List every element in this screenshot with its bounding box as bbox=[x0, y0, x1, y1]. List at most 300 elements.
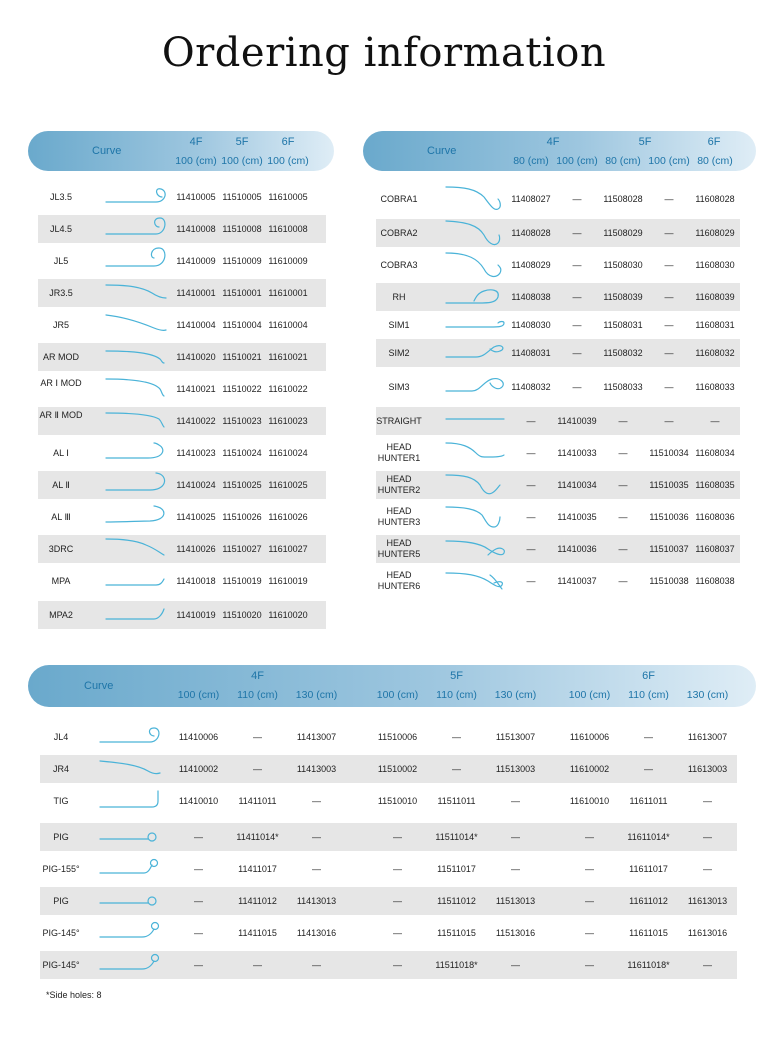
catheter-curve-icon bbox=[444, 311, 508, 339]
order-code-cell: — bbox=[644, 764, 653, 774]
order-code-cell: 11613007 bbox=[687, 732, 728, 742]
order-code-cell: 11610022 bbox=[268, 384, 308, 394]
order-code-cell: — bbox=[511, 796, 520, 806]
order-code-cell: 11410020 bbox=[176, 352, 216, 362]
order-code-cell: 11511017 bbox=[437, 864, 476, 874]
table-header bbox=[28, 131, 334, 171]
order-code-cell: 11408028 bbox=[511, 228, 551, 238]
order-code-cell: 11611012 bbox=[629, 896, 668, 906]
catheter-curve-icon bbox=[104, 601, 168, 629]
table-row bbox=[38, 601, 326, 629]
order-code-cell: 11410008 bbox=[176, 224, 216, 234]
order-code-cell: — bbox=[703, 832, 712, 842]
order-code-cell: 11510025 bbox=[222, 480, 262, 490]
curve-name: HEAD HUNTER2 bbox=[377, 474, 421, 495]
curve-name: COBRA1 bbox=[380, 193, 418, 204]
curve-name: HEAD HUNTER6 bbox=[377, 570, 421, 591]
catheter-curve-icon bbox=[444, 407, 508, 435]
order-code-cell: — bbox=[312, 796, 321, 806]
order-code-cell: 11508029 bbox=[603, 228, 643, 238]
order-code-cell: 11410025 bbox=[176, 512, 216, 522]
table-row bbox=[38, 247, 326, 275]
table-row bbox=[376, 251, 740, 279]
curve-name: PIG-155° bbox=[42, 863, 80, 874]
order-code-cell: 11610009 bbox=[268, 256, 308, 266]
catheter-curve-icon bbox=[98, 951, 162, 979]
order-code-cell: — bbox=[393, 832, 402, 842]
order-code-cell: 11608038 bbox=[695, 576, 735, 586]
table-header bbox=[363, 131, 756, 171]
curve-name: SIM3 bbox=[388, 381, 410, 392]
curve-name: MPA bbox=[51, 575, 71, 586]
table-row bbox=[38, 183, 326, 211]
curve-name: PIG-145° bbox=[42, 927, 80, 938]
catheter-curve-icon bbox=[104, 567, 168, 595]
order-code-cell: 11410037 bbox=[557, 576, 597, 586]
table-row bbox=[38, 535, 326, 563]
curve-name: AR Ⅰ MOD bbox=[40, 378, 82, 388]
catheter-curve-icon bbox=[444, 503, 508, 531]
order-code-cell: 11410039 bbox=[557, 416, 597, 426]
catheter-curve-icon bbox=[104, 535, 168, 563]
curve-name: STRAIGHT bbox=[376, 415, 422, 426]
order-code-cell: 11410019 bbox=[176, 610, 216, 620]
order-code-cell: 11508028 bbox=[603, 194, 643, 204]
curve-name: PIG-145° bbox=[42, 959, 80, 970]
catheter-curve-icon bbox=[104, 375, 168, 403]
order-code-cell: 11608036 bbox=[695, 512, 735, 522]
order-code-cell: 11510009 bbox=[222, 256, 262, 266]
catheter-curve-icon bbox=[104, 503, 168, 531]
order-code-cell: 11410033 bbox=[557, 448, 597, 458]
order-code-cell: 11508032 bbox=[603, 348, 643, 358]
curve-name: JL4 bbox=[53, 731, 69, 742]
table-row bbox=[376, 283, 740, 311]
catheter-curve-icon bbox=[444, 219, 508, 247]
order-code-cell: — bbox=[664, 382, 674, 392]
catheter-curve-icon bbox=[104, 439, 168, 467]
order-code-cell: 11411015 bbox=[238, 928, 277, 938]
order-code-cell: — bbox=[585, 928, 594, 938]
table-row bbox=[40, 855, 737, 883]
order-code-cell: 11510037 bbox=[649, 544, 689, 554]
curve-name: HEAD HUNTER5 bbox=[377, 538, 421, 559]
order-code-cell: — bbox=[618, 576, 628, 586]
catheter-curve-icon bbox=[444, 251, 508, 279]
order-code-cell: — bbox=[664, 320, 674, 330]
length-header: 100 (cm) bbox=[177, 689, 220, 701]
catheter-curve-icon bbox=[104, 215, 168, 243]
group-header-6f: 6F bbox=[281, 136, 295, 148]
order-code-cell: 11511012 bbox=[437, 896, 476, 906]
order-code-cell: 11411014* bbox=[236, 832, 279, 842]
order-code-cell: — bbox=[526, 512, 536, 522]
order-code-cell: 11610006 bbox=[569, 732, 610, 742]
order-code-cell: — bbox=[511, 864, 520, 874]
table-curves-80-100cm bbox=[363, 131, 756, 601]
order-code-cell: — bbox=[618, 416, 628, 426]
table-row bbox=[38, 439, 326, 467]
order-code-cell: 11610020 bbox=[268, 610, 308, 620]
order-code-cell: — bbox=[312, 864, 321, 874]
order-code-cell: 11610023 bbox=[268, 416, 308, 426]
order-code-cell: 11510022 bbox=[222, 384, 262, 394]
catheter-curve-icon bbox=[98, 855, 162, 883]
catheter-curve-icon bbox=[104, 183, 168, 211]
length-header: 100 (cm) bbox=[221, 155, 263, 167]
order-code-cell: 11610008 bbox=[268, 224, 308, 234]
catheter-curve-icon bbox=[104, 247, 168, 275]
curve-name: AR Ⅱ MOD bbox=[39, 410, 83, 420]
order-code-cell: — bbox=[393, 864, 402, 874]
order-code-cell: 11613013 bbox=[687, 896, 728, 906]
table-row bbox=[376, 185, 740, 213]
table-row bbox=[38, 567, 326, 595]
curve-header: Curve bbox=[84, 680, 114, 692]
catheter-curve-icon bbox=[444, 185, 508, 213]
catheter-curve-icon bbox=[104, 407, 168, 435]
curve-header: Curve bbox=[427, 145, 457, 157]
length-header: 80 (cm) bbox=[697, 155, 733, 167]
order-code-cell: 11513016 bbox=[495, 928, 536, 938]
order-code-cell: 11611017 bbox=[629, 864, 668, 874]
order-code-cell: 11410009 bbox=[176, 256, 216, 266]
order-code-cell: 11508030 bbox=[603, 260, 643, 270]
order-code-cell: — bbox=[644, 732, 653, 742]
order-code-cell: — bbox=[572, 228, 582, 238]
curve-name: COBRA3 bbox=[380, 259, 418, 270]
length-header: 100 (cm) bbox=[648, 155, 690, 167]
order-code-cell: 11510005 bbox=[222, 192, 262, 202]
table-row bbox=[376, 535, 740, 563]
order-code-cell: 11510010 bbox=[377, 796, 418, 806]
order-code-cell: — bbox=[710, 416, 720, 426]
order-code-cell: 11410018 bbox=[176, 576, 216, 586]
order-code-cell: — bbox=[664, 194, 674, 204]
order-code-cell: — bbox=[526, 416, 536, 426]
order-code-cell: 11410036 bbox=[557, 544, 597, 554]
order-code-cell: 11508031 bbox=[603, 320, 643, 330]
order-code-cell: 11411011 bbox=[238, 796, 277, 806]
table-row bbox=[376, 439, 740, 467]
order-code-cell: 11408029 bbox=[511, 260, 551, 270]
order-code-cell: 11511014* bbox=[435, 832, 478, 842]
order-code-cell: — bbox=[511, 960, 520, 970]
order-code-cell: 11513003 bbox=[495, 764, 536, 774]
curve-name: HEAD HUNTER3 bbox=[377, 506, 421, 527]
catheter-curve-icon bbox=[98, 823, 162, 851]
catheter-curve-icon bbox=[444, 283, 508, 311]
length-header: 110 (cm) bbox=[237, 689, 278, 701]
curve-name: AR MOD bbox=[43, 351, 79, 362]
order-code-cell: 11513013 bbox=[495, 896, 536, 906]
curve-name: AL Ⅰ bbox=[53, 447, 69, 458]
length-header: 110 (cm) bbox=[436, 689, 477, 701]
catheter-curve-icon bbox=[104, 343, 168, 371]
order-code-cell: 11410024 bbox=[176, 480, 216, 490]
curve-header: Curve bbox=[92, 145, 122, 157]
length-header: 100 (cm) bbox=[267, 155, 309, 167]
curve-name: HEAD HUNTER1 bbox=[377, 442, 421, 463]
table-row bbox=[38, 343, 326, 371]
order-code-cell: 11510034 bbox=[649, 448, 689, 458]
order-code-cell: 11610005 bbox=[268, 192, 308, 202]
table-row bbox=[40, 887, 737, 915]
order-code-cell: 11410021 bbox=[176, 384, 216, 394]
order-code-cell: 11510027 bbox=[222, 544, 262, 554]
curve-name: PIG bbox=[53, 831, 69, 842]
order-code-cell: 11608035 bbox=[695, 480, 735, 490]
catheter-curve-icon bbox=[444, 439, 508, 467]
order-code-cell: 11610010 bbox=[569, 796, 610, 806]
length-header: 100 (cm) bbox=[568, 689, 611, 701]
curve-name: COBRA2 bbox=[380, 227, 418, 238]
order-code-cell: 11413007 bbox=[296, 732, 337, 742]
order-code-cell: — bbox=[253, 764, 262, 774]
order-code-cell: 11510023 bbox=[222, 416, 262, 426]
order-code-cell: 11410022 bbox=[176, 416, 216, 426]
length-header: 100 (cm) bbox=[556, 155, 598, 167]
table-row bbox=[38, 279, 326, 307]
order-code-cell: 11610026 bbox=[268, 512, 308, 522]
length-header: 100 (cm) bbox=[175, 155, 217, 167]
order-code-cell: 11408030 bbox=[511, 320, 551, 330]
order-code-cell: 11408038 bbox=[511, 292, 551, 302]
order-code-cell: 11610001 bbox=[268, 288, 308, 298]
order-code-cell: 11410023 bbox=[176, 448, 216, 458]
length-header: 130 (cm) bbox=[686, 689, 729, 701]
length-header: 130 (cm) bbox=[295, 689, 338, 701]
order-code-cell: — bbox=[526, 576, 536, 586]
order-code-cell: 11408027 bbox=[511, 194, 551, 204]
order-code-cell: 11611015 bbox=[629, 928, 668, 938]
order-code-cell: — bbox=[618, 480, 628, 490]
order-code-cell: 11511011 bbox=[437, 796, 476, 806]
order-code-cell: 11510001 bbox=[222, 288, 262, 298]
curve-name: AL Ⅱ bbox=[52, 479, 70, 490]
order-code-cell: — bbox=[572, 320, 582, 330]
table-row bbox=[376, 407, 740, 435]
order-code-cell: — bbox=[312, 960, 321, 970]
order-code-cell: — bbox=[585, 832, 594, 842]
order-code-cell: 11611011 bbox=[629, 796, 668, 806]
catheter-curve-icon bbox=[98, 919, 162, 947]
order-code-cell: 11413003 bbox=[296, 764, 337, 774]
catheter-curve-icon bbox=[98, 887, 162, 915]
order-code-cell: 11510038 bbox=[649, 576, 689, 586]
order-code-cell: 11611018* bbox=[627, 960, 670, 970]
order-code-cell: — bbox=[572, 292, 582, 302]
order-code-cell: 11410005 bbox=[176, 192, 216, 202]
order-code-cell: — bbox=[194, 896, 203, 906]
table-row bbox=[376, 503, 740, 531]
order-code-cell: 11610025 bbox=[268, 480, 308, 490]
order-code-cell: 11410001 bbox=[176, 288, 216, 298]
table-row bbox=[38, 471, 326, 499]
order-code-cell: — bbox=[618, 544, 628, 554]
order-code-cell: — bbox=[452, 732, 461, 742]
footnote: *Side holes: 8 bbox=[46, 990, 102, 1000]
table-row bbox=[40, 787, 737, 815]
order-code-cell: 11613016 bbox=[687, 928, 728, 938]
table-row bbox=[38, 407, 326, 435]
order-code-cell: — bbox=[572, 260, 582, 270]
order-code-cell: 11408032 bbox=[511, 382, 551, 392]
order-code-cell: — bbox=[194, 832, 203, 842]
order-code-cell: 11411017 bbox=[238, 864, 277, 874]
length-header: 130 (cm) bbox=[494, 689, 537, 701]
table-row bbox=[38, 311, 326, 339]
order-code-cell: 11413013 bbox=[296, 896, 337, 906]
catheter-curve-icon bbox=[444, 567, 508, 595]
table-row bbox=[38, 375, 326, 403]
curve-name: AL Ⅲ bbox=[51, 511, 71, 522]
order-code-cell: 11510026 bbox=[222, 512, 262, 522]
order-code-cell: — bbox=[194, 864, 203, 874]
curve-name: JR3.5 bbox=[49, 287, 73, 298]
catheter-curve-icon bbox=[444, 339, 508, 367]
order-code-cell: 11610019 bbox=[268, 576, 308, 586]
order-code-cell: 11408031 bbox=[511, 348, 551, 358]
order-code-cell: 11510006 bbox=[377, 732, 418, 742]
catheter-curve-icon bbox=[444, 471, 508, 499]
order-code-cell: — bbox=[703, 960, 712, 970]
group-header-5f: 5F bbox=[235, 136, 249, 148]
group-header-6f: 6F bbox=[707, 136, 721, 148]
table-row bbox=[40, 919, 737, 947]
order-code-cell: 11410004 bbox=[176, 320, 216, 330]
order-code-cell: 11410026 bbox=[176, 544, 216, 554]
order-code-cell: 11410010 bbox=[178, 796, 219, 806]
curve-name: SIM1 bbox=[388, 319, 410, 330]
order-code-cell: — bbox=[526, 448, 536, 458]
table-row bbox=[40, 755, 737, 783]
order-code-cell: 11413016 bbox=[296, 928, 337, 938]
table-row bbox=[376, 471, 740, 499]
table-curves-100cm bbox=[28, 131, 334, 636]
order-code-cell: — bbox=[253, 960, 262, 970]
order-code-cell: 11611014* bbox=[627, 832, 670, 842]
table-row bbox=[376, 339, 740, 367]
order-code-cell: — bbox=[312, 832, 321, 842]
order-code-cell: 11613003 bbox=[687, 764, 728, 774]
curve-name: PIG bbox=[53, 895, 69, 906]
order-code-cell: — bbox=[618, 448, 628, 458]
table-curves-100-110-130cm bbox=[28, 665, 756, 981]
group-header-5f: 5F bbox=[638, 136, 652, 148]
group-header-6f: 6F bbox=[642, 670, 655, 682]
order-code-cell: 11508039 bbox=[603, 292, 643, 302]
group-header-4f: 4F bbox=[189, 136, 203, 148]
order-code-cell: 11610002 bbox=[569, 764, 610, 774]
table-header bbox=[28, 665, 756, 707]
catheter-curve-icon bbox=[104, 279, 168, 307]
table-row bbox=[38, 215, 326, 243]
order-code-cell: 11608033 bbox=[695, 382, 735, 392]
order-code-cell: — bbox=[703, 864, 712, 874]
catheter-curve-icon bbox=[104, 471, 168, 499]
length-header: 80 (cm) bbox=[605, 155, 641, 167]
order-code-cell: — bbox=[585, 896, 594, 906]
curve-name: MPA2 bbox=[49, 609, 73, 620]
order-code-cell: — bbox=[664, 228, 674, 238]
group-header-4f: 4F bbox=[546, 136, 560, 148]
catheter-curve-icon bbox=[104, 311, 168, 339]
curve-name: JL3.5 bbox=[49, 191, 73, 202]
order-code-cell: 11510002 bbox=[377, 764, 418, 774]
order-code-cell: 11608028 bbox=[695, 194, 735, 204]
order-code-cell: 11608029 bbox=[695, 228, 735, 238]
order-code-cell: 11510024 bbox=[222, 448, 262, 458]
order-code-cell: 11610024 bbox=[268, 448, 308, 458]
order-code-cell: 11410002 bbox=[178, 764, 219, 774]
order-code-cell: 11410006 bbox=[178, 732, 219, 742]
catheter-curve-icon bbox=[98, 755, 162, 783]
order-code-cell: — bbox=[526, 544, 536, 554]
table-row bbox=[40, 951, 737, 979]
order-code-cell: 11511015 bbox=[437, 928, 476, 938]
page-title: Ordering information bbox=[161, 30, 607, 76]
curve-name: JR4 bbox=[52, 763, 69, 774]
order-code-cell: — bbox=[253, 732, 262, 742]
curve-name: JL4.5 bbox=[49, 223, 73, 234]
order-code-cell: — bbox=[618, 512, 628, 522]
order-code-cell: 11608034 bbox=[695, 448, 735, 458]
catheter-curve-icon bbox=[98, 787, 162, 815]
order-code-cell: 11610027 bbox=[268, 544, 308, 554]
order-code-cell: 11508033 bbox=[603, 382, 643, 392]
order-code-cell: 11510008 bbox=[222, 224, 262, 234]
order-code-cell: 11510035 bbox=[649, 480, 689, 490]
catheter-curve-icon bbox=[444, 535, 508, 563]
order-code-cell: 11510020 bbox=[222, 610, 262, 620]
curve-name: JL5 bbox=[53, 255, 69, 266]
curve-name: TIG bbox=[53, 795, 69, 806]
order-code-cell: 11608030 bbox=[695, 260, 735, 270]
order-code-cell: — bbox=[664, 416, 674, 426]
order-code-cell: 11511018* bbox=[435, 960, 478, 970]
order-code-cell: — bbox=[511, 832, 520, 842]
order-code-cell: — bbox=[526, 480, 536, 490]
catheter-curve-icon bbox=[98, 723, 162, 751]
order-code-cell: 11608037 bbox=[695, 544, 735, 554]
order-code-cell: — bbox=[452, 764, 461, 774]
curve-name: JR5 bbox=[52, 319, 69, 330]
order-code-cell: 11510036 bbox=[649, 512, 689, 522]
order-code-cell: — bbox=[664, 260, 674, 270]
order-code-cell: 11410035 bbox=[557, 512, 597, 522]
order-code-cell: — bbox=[393, 960, 402, 970]
order-code-cell: 11411012 bbox=[238, 896, 277, 906]
order-code-cell: — bbox=[703, 796, 712, 806]
order-code-cell: 11608039 bbox=[695, 292, 735, 302]
table-row bbox=[376, 373, 740, 401]
order-code-cell: 11513007 bbox=[495, 732, 536, 742]
table-row bbox=[376, 311, 740, 339]
order-code-cell: — bbox=[393, 928, 402, 938]
order-code-cell: — bbox=[393, 896, 402, 906]
length-header: 110 (cm) bbox=[628, 689, 669, 701]
order-code-cell: 11510021 bbox=[222, 352, 262, 362]
order-code-cell: — bbox=[585, 960, 594, 970]
order-code-cell: 11510019 bbox=[222, 576, 262, 586]
order-code-cell: — bbox=[664, 292, 674, 302]
order-code-cell: 11610004 bbox=[268, 320, 308, 330]
group-header-5f: 5F bbox=[450, 670, 463, 682]
order-code-cell: 11608031 bbox=[695, 320, 735, 330]
order-code-cell: — bbox=[664, 348, 674, 358]
catheter-curve-icon bbox=[444, 373, 508, 401]
